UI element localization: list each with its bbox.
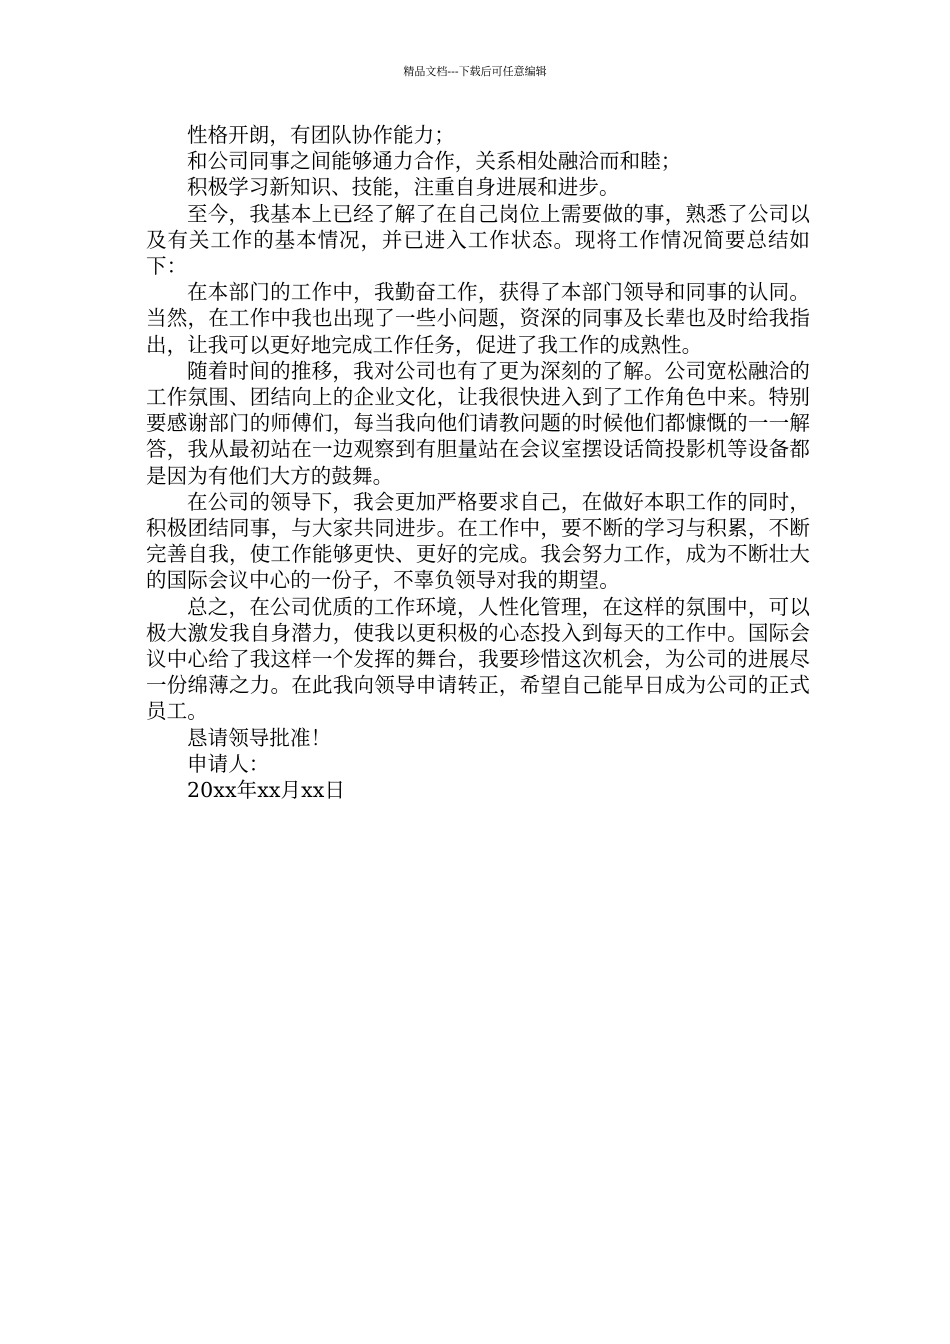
page-header: 精品文档---下载后可任意编辑 (403, 65, 547, 78)
paragraph: 在公司的领导下，我会更加严格要求自己，在做好本职工作的同时，积极团结同事，与大家共同进步。在工作中，要不断的学习与积累，不断完善自我，使工作能够更快、更好的完成。我会努力工作，成为不断壮大的国际会议中心的一份子，不辜负领导对我的期望。 (146, 489, 810, 593)
paragraph: 积极学习新知识、技能，注重自身进展和进步。 (187, 175, 620, 200)
applicant-line: 申请人： (187, 751, 270, 776)
paragraph: 至今，我基本上已经了解了在自己岗位上需要做的事，熟悉了公司以及有关工作的基本情况，并已进入工作状态。现将工作情况简要总结如下： (146, 201, 810, 279)
date-line: 20xx年xx月xx日 (187, 778, 346, 803)
document-body (146, 122, 810, 803)
paragraph: 在本部门的工作中，我勤奋工作，获得了本部门领导和同事的认同。当然，在工作中我也出现了一些小问题，资深的同事及长辈也及时给我指出，让我可以更好地完成工作任务，促进了我工作的成熟性。 (146, 280, 810, 357)
paragraph: 性格开朗，有团队协作能力； (187, 123, 455, 147)
paragraph: 随着时间的推移，我对公司也有了更为深刻的了解。公司宽松融洽的工作氛围、团结向上的企业文化，让我很快进入到了工作角色中来。特别要感谢部门的师傅们，每当我向他们请教问题的时候他们都慷慨的一一解答，我从最初站在一边观察到有胆量站在会议室摆设话筒投影机等设备都是因为有他们大方的鼓舞。 (146, 358, 810, 488)
paragraph: 总之，在公司优质的工作环境，人性化管理，在这样的氛围中，可以极大激发我自身潜力，使我以更积极的心态投入到每天的工作中。国际会议中心给了我这样一个发挥的舞台，我要珍惜这次机会，为公司的进展尽一份绵薄之力。在此我向领导申请转正，希望自己能早日成为公司的正式员工。 (146, 594, 810, 724)
paragraph: 和公司同事之间能够通力合作，关系相处融洽而和睦； (187, 149, 682, 174)
closing-request: 恳请领导批准！ (187, 725, 332, 750)
